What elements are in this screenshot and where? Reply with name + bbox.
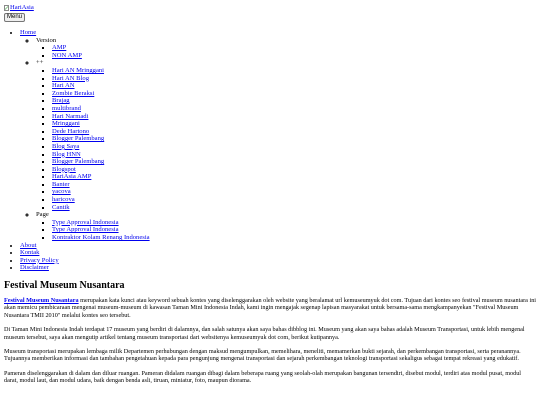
article-title: Festival Museum Nusantara [4, 280, 125, 291]
plus-menu-link[interactable]: Mringgani [52, 120, 80, 128]
plus-menu-link[interactable]: Blogger Palembang [52, 158, 105, 166]
plus-menu-link[interactable]: multibrand [52, 104, 81, 112]
article-paragraph [4, 297, 536, 319]
page-menu-link[interactable]: Type Approval Indonesia [52, 218, 119, 226]
plus-menu-item [52, 128, 536, 136]
plus-menu-link[interactable]: Hari AN [52, 82, 75, 90]
plus-menu-item [52, 188, 536, 196]
plus-menu-item [52, 158, 536, 166]
article-keyword-link[interactable]: Festival Museum Nusantara [4, 297, 79, 304]
page-menu-item [52, 226, 536, 234]
page-menu-item [52, 219, 536, 227]
plus-menu-link[interactable]: haricova [52, 196, 75, 204]
page-menu-link[interactable]: Type Approval Indonesia [52, 226, 119, 234]
nav-link-home[interactable]: Home [20, 29, 37, 36]
plus-menu-item [52, 151, 536, 159]
article-paragraph-text: merupakan kata kunci atau keyword sebuah kontes yang diselenggarakan oleh website yang beralamat url kemuseumyuk dot com. Tujuan dari kontes seo festival museum nusantara ini akan memicu pembicaraan mengenai museum-museum di kawasan Taman Mini Indonesia Indah, kami ingin mengajak segenap lapisan masyarakat untuk bersama-sama mengkampanyekan "Festival Museum Nusantara TMII 2010" melalui kontes seo tersebut. [4, 297, 537, 319]
plus-submenu [36, 67, 536, 211]
version-menu-link[interactable]: AMP [52, 44, 67, 52]
nav-item-home [20, 29, 536, 242]
plus-menu-link[interactable]: Hari AN Blog [52, 74, 89, 82]
plus-menu-item [52, 173, 536, 181]
plus-menu-link[interactable]: Blogger Palembang [52, 135, 105, 143]
article-paragraph: Di Taman Mini Indonesia Indah terdapat 17 museum yang berdiri di dalamnya, dan salah satunya akan saya bahas dibblog ini. Museum yang akan saya bahas adalah Museum Transportasi, untuk lebih mengenal museum tersebut, saya akan mengutip artikel tentang museum transportasi dari websitenya kemuseumyuk dot com, berikut kutipannya. [4, 326, 525, 341]
plus-menu-link[interactable]: Dede Hartono [52, 127, 90, 135]
plus-menu-link[interactable]: Blog Saya [52, 142, 80, 150]
article-paragraph: Pameran diselenggarakan di dalam dan diluar ruangan. Pameran didalam ruangan dibagi dalam beberapa ruang yang seolah-olah merupakan bangunan tersendiri, disebut modul, terdiri atas modul pusat, modul darat, modul laut, dan modul udara, baik dengan benda asli, tiruan, miniatur, foto, maupun diorama. [4, 369, 522, 385]
plus-menu-link[interactable]: HariAsia AMP [52, 173, 92, 181]
plus-menu-link[interactable]: yacova [52, 188, 71, 196]
site-logo[interactable] [4, 3, 536, 12]
plus-menu-item [52, 105, 536, 113]
nav-link-kontak[interactable]: Kontak [20, 249, 40, 257]
version-menu-link[interactable]: NON AMP [52, 51, 82, 59]
plus-menu-link[interactable]: Hari AN Mringgani [52, 66, 105, 74]
plus-menu-link[interactable]: Hari Narmadi [52, 112, 89, 120]
nav-item-kontak [20, 249, 536, 257]
plus-menu-item [52, 166, 536, 174]
nav-group-label: Version [36, 36, 57, 44]
nav-group-version [36, 37, 536, 60]
logo-link[interactable]: HariAsia [10, 3, 34, 11]
nav-item-disclaimer [20, 264, 536, 272]
version-menu-item [52, 44, 536, 52]
nav-item-privacy-policy [20, 257, 536, 265]
plus-menu-item [52, 90, 536, 98]
plus-menu-link[interactable]: Blog HNN [52, 150, 81, 158]
broken-image-icon [4, 5, 9, 11]
nav-group-label: Page [36, 211, 49, 219]
page-submenu [36, 219, 536, 242]
plus-menu-link[interactable]: Brajag [52, 97, 70, 105]
plus-menu-item [52, 196, 536, 204]
nav-group-plus [36, 59, 536, 211]
nav-group-page [36, 211, 536, 241]
plus-menu-link[interactable]: Cantik [52, 203, 70, 211]
page-menu-link[interactable]: Kontraktor Kolam Renang Indonesia [52, 234, 150, 242]
nav-group-label: ++ [36, 59, 44, 67]
plus-menu-item [52, 135, 536, 143]
plus-menu-item [52, 181, 536, 189]
nav-link-about[interactable]: About [20, 241, 37, 249]
nav-link-privacy-policy[interactable]: Privacy Policy [20, 256, 59, 264]
plus-menu-item [52, 97, 536, 105]
plus-menu-item [52, 75, 536, 83]
submenu-home [20, 37, 536, 242]
plus-menu-item [52, 143, 536, 151]
article-paragraph: Museum transportasi merupakan lembaga milik Departemen perhubungan dengan maksud mengumpulkan, memelihara, meneliti, memamerkan bukti sejarah, dan perkembangan transportasi, serta peranannya. Tujuannya memberikan informasi dan tambahan pengetahuan kepada para pengunjung mengenai transportasi dan sejarah perkembangan teknologi transportasi sekaligus sebagai tempat rekreasi yang edukatif. [4, 348, 521, 363]
menu-button[interactable]: Menu [4, 13, 25, 22]
plus-menu-link[interactable]: Banter [52, 180, 70, 188]
version-menu-item [52, 52, 536, 60]
nav-link-disclaimer[interactable]: Disclaimer [20, 264, 49, 272]
plus-menu-item [52, 67, 536, 75]
plus-menu-item [52, 204, 536, 212]
plus-menu-link[interactable]: Blogspot [52, 165, 76, 173]
plus-menu-item [52, 113, 536, 121]
page-menu-item [52, 234, 536, 242]
plus-menu-item [52, 82, 536, 90]
plus-menu-item [52, 120, 536, 128]
version-submenu [36, 44, 536, 59]
main-nav [4, 29, 536, 272]
plus-menu-link[interactable]: Zombie Beraksi [52, 89, 95, 97]
nav-item-about [20, 242, 536, 250]
